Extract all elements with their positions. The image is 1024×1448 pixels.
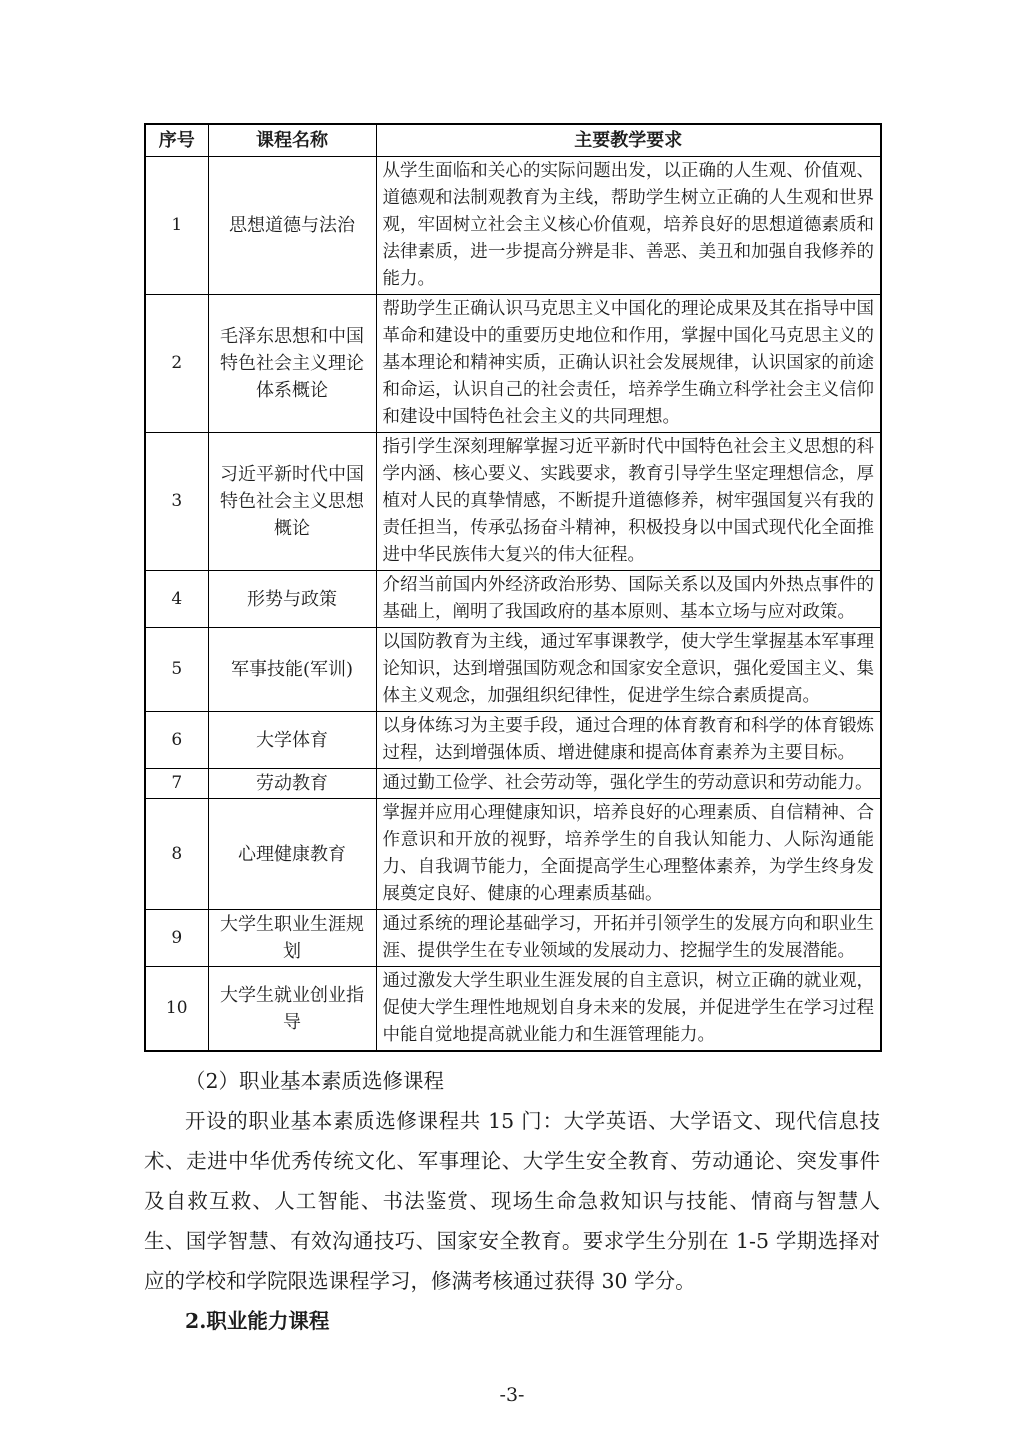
cell-requirements: 从学生面临和关心的实际问题出发，以正确的人生观、价值观、道德观和法制观教育为主线，帮助学生树立正确的人生观和世界观，牢固树立社会主义核心价值观，培养良好的思想道德素质和法律素质，进一步提高分辨是非、善恶、美丑和加强自我修养的能力。 [376, 157, 881, 295]
section-heading-vocational-ability: 2.职业能力课程 [185, 1309, 330, 1333]
cell-course-name: 毛泽东思想和中国特色社会主义理论体系概论 [208, 295, 376, 433]
table-row [145, 910, 881, 967]
header-cell-course-name: 课程名称 [208, 124, 376, 157]
table-row [145, 571, 881, 628]
header-cell-requirements: 主要教学要求 [376, 124, 881, 157]
cell-no: 4 [145, 571, 208, 628]
cell-course-name: 大学生职业生涯规划 [208, 910, 376, 967]
cell-course-name: 心理健康教育 [208, 799, 376, 910]
elective-courses-paragraph: 开设的职业基本素质选修课程共 15 门：大学英语、大学语文、现代信息技术、走进中华优秀传统文化、军事理论、大学生安全教育、劳动通论、突发事件及自救互救、人工智能、书法鉴赏、现场生命急救知识与技能、情商与智慧人生、国学智慧、有效沟通技巧、国家安全教育。要求学生分别在 1-5 学期选择对应的学校和学院限选课程学习，修满考核通过获得 30 学分。 [144, 1109, 880, 1293]
cell-requirements: 通过系统的理论基础学习，开拓并引领学生的发展方向和职业生涯、提供学生在专业领域的发展动力、挖掘学生的发展潜能。 [376, 910, 881, 967]
table-row [145, 628, 881, 712]
cell-course-name: 军事技能(军训) [208, 628, 376, 712]
cell-requirements: 以国防教育为主线，通过军事课教学，使大学生掌握基本军事理论知识，达到增强国防观念和国家安全意识，强化爱国主义、集体主义观念，加强组织纪律性，促进学生综合素质提高。 [376, 628, 881, 712]
cell-requirements: 介绍当前国内外经济政治形势、国际关系以及国内外热点事件的基础上，阐明了我国政府的基本原则、基本立场与应对政策。 [376, 571, 881, 628]
cell-no: 10 [145, 967, 208, 1052]
cell-course-name: 思想道德与法治 [208, 157, 376, 295]
cell-no: 6 [145, 712, 208, 769]
cell-requirements: 指引学生深刻理解掌握习近平新时代中国特色社会主义思想的科学内涵、核心要义、实践要求，教育引导学生坚定理想信念，厚植对人民的真挚情感，不断提升道德修养，树牢强国复兴有我的责任担当，传承弘扬奋斗精神，积极投身以中国式现代化全面推进中华民族伟大复兴的伟大征程。 [376, 433, 881, 571]
cell-course-name: 习近平新时代中国特色社会主义思想概论 [208, 433, 376, 571]
cell-no: 8 [145, 799, 208, 910]
cell-course-name: 大学生就业创业指导 [208, 967, 376, 1052]
cell-no: 1 [145, 157, 208, 295]
subsection-title: （2）职业基本素质选修课程 [185, 1069, 445, 1093]
header-cell-no: 序号 [145, 124, 208, 157]
page-number: -3- [499, 1384, 525, 1406]
table-row [145, 967, 881, 1052]
cell-requirements: 通过勤工俭学、社会劳动等，强化学生的劳动意识和劳动能力。 [376, 769, 881, 799]
table-row [145, 769, 881, 799]
cell-requirements: 通过激发大学生职业生涯发展的自主意识，树立正确的就业观，促使大学生理性地规划自身未来的发展，并促进学生在学习过程中能自觉地提高就业能力和生涯管理能力。 [376, 967, 881, 1052]
course-table [144, 123, 882, 1052]
cell-requirements: 掌握并应用心理健康知识，培养良好的心理素质、自信精神、合作意识和开放的视野，培养学生的自我认知能力、人际沟通能力、自我调节能力，全面提高学生心理整体素养，为学生终身发展奠定良好、健康的心理素质基础。 [376, 799, 881, 910]
cell-no: 7 [145, 769, 208, 799]
cell-course-name: 劳动教育 [208, 769, 376, 799]
cell-no: 9 [145, 910, 208, 967]
cell-requirements: 以身体练习为主要手段，通过合理的体育教育和科学的体育锻炼过程，达到增强体质、增进健康和提高体育素养为主要目标。 [376, 712, 881, 769]
cell-no: 3 [145, 433, 208, 571]
course-table-body [145, 157, 881, 1052]
cell-course-name: 大学体育 [208, 712, 376, 769]
table-header-row [145, 124, 881, 157]
cell-no: 5 [145, 628, 208, 712]
table-row [145, 295, 881, 433]
table-row [145, 433, 881, 571]
table-row [145, 157, 881, 295]
table-row [145, 712, 881, 769]
cell-no: 2 [145, 295, 208, 433]
cell-requirements: 帮助学生正确认识马克思主义中国化的理论成果及其在指导中国革命和建设中的重要历史地位和作用，掌握中国化马克思主义的基本理论和精神实质，正确认识社会发展规律，认识国家的前途和命运，认识自己的社会责任，培养学生确立科学社会主义信仰和建设中国特色社会主义的共同理想。 [376, 295, 881, 433]
cell-course-name: 形势与政策 [208, 571, 376, 628]
table-row [145, 799, 881, 910]
